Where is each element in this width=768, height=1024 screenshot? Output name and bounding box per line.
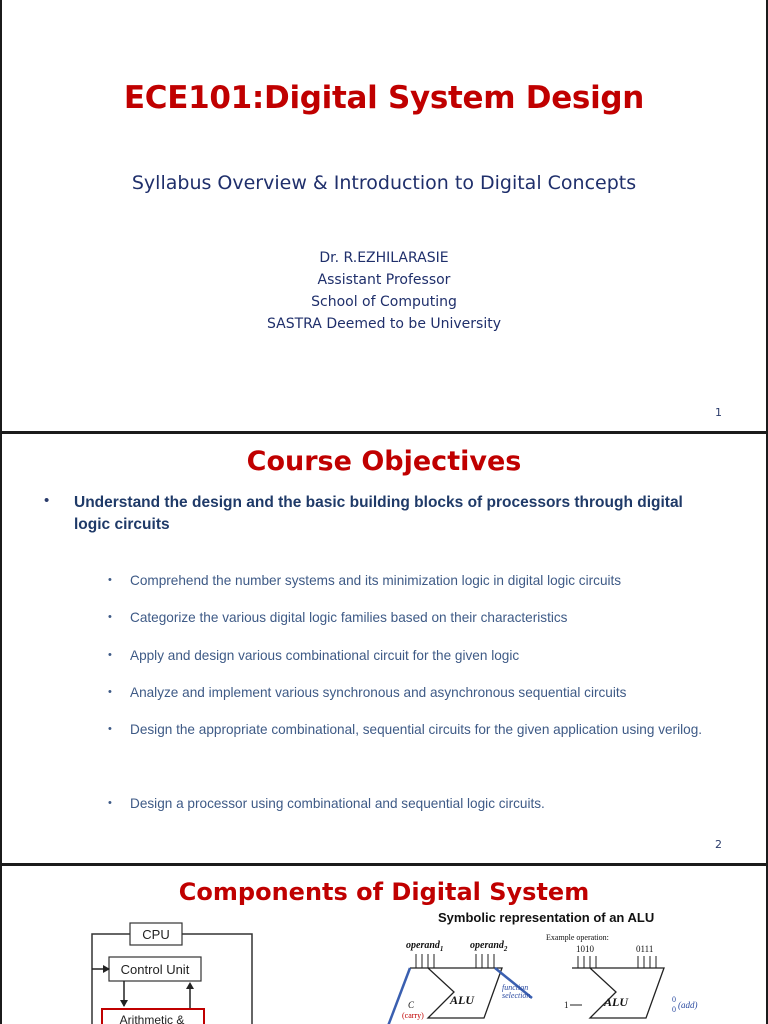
function-label: function — [502, 983, 529, 992]
bullet-icon: • — [108, 797, 112, 809]
author-school: School of Computing — [311, 294, 457, 310]
objective-item — [108, 711, 718, 748]
slide-3-title: Components of Digital System — [178, 878, 590, 906]
objective-text: Comprehend the number systems and its minimization logic in digital logic circuits — [130, 573, 622, 588]
add-label: (add) — [678, 1000, 698, 1010]
objective-text: Analyze and implement various synchronous and asynchronous sequential circuits — [130, 685, 627, 700]
slide-1-page-number: 1 — [715, 406, 722, 419]
main-objective — [44, 492, 704, 536]
cpu-label: CPU — [142, 927, 170, 942]
author-university: SASTRA Deemed to be University — [266, 316, 502, 332]
bullet-icon: • — [108, 574, 112, 586]
cpu-arrow-head — [120, 1000, 128, 1007]
carry-in-value: 1 — [564, 1000, 569, 1010]
objective-text: Design the appropriate combinational, sequential circuits for the given application using verilog. — [130, 722, 703, 737]
author-name: Dr. R.EZHILARASIE — [319, 250, 449, 266]
bullet-icon: • — [108, 611, 112, 623]
function-code-bottom: 0 — [672, 1005, 676, 1014]
slide-1-subtitle: Syllabus Overview & Introduction to Digital Concepts — [131, 172, 637, 194]
control-unit-label: Control Unit — [120, 962, 190, 977]
slide-1 — [2, 0, 766, 431]
example-input-arrows — [578, 956, 656, 968]
slide-3 — [2, 866, 766, 1024]
objective-text: Categorize the various digital logic families based on their characteristics — [130, 610, 568, 625]
selection-label: selection — [502, 991, 531, 1000]
example-input-1: 1010 — [576, 944, 594, 954]
alu-symbol-diagram — [382, 926, 712, 1024]
alu-box-label: Arithmetic & — [119, 1013, 185, 1024]
objective-item — [108, 674, 728, 711]
alu-caption: Symbolic representation of an ALU — [438, 910, 655, 925]
example-label: Example operation: — [546, 933, 609, 942]
objective-text: Design a processor using combinational and sequential logic circuits. — [130, 796, 545, 811]
cpu-arrow-head — [186, 982, 194, 989]
example-alu-shape — [572, 968, 664, 1018]
slide-2-page-number: 2 — [715, 838, 722, 851]
carry-c-label: C — [408, 1000, 415, 1010]
slide-1-title: ECE101:Digital System Design — [123, 80, 645, 116]
slide-2-title: Course Objectives — [246, 446, 522, 477]
carry-label: (carry) — [402, 1011, 424, 1020]
input-arrows — [416, 954, 494, 968]
main-objective-text: Understand the design and the basic building blocks of processors through digital logic circuits — [74, 494, 683, 533]
author-position: Assistant Professor — [317, 272, 451, 288]
objective-text: Apply and design various combinational circuit for the given logic — [130, 648, 520, 663]
bullet-icon: • — [108, 723, 112, 735]
alu-label: ALU — [450, 993, 474, 1007]
bullet-icon: • — [108, 649, 112, 661]
objective-item — [108, 637, 728, 674]
objective-item — [108, 599, 728, 636]
slide-2 — [2, 434, 766, 863]
objective-item — [108, 562, 728, 599]
cpu-block-diagram — [62, 914, 302, 1024]
function-code-top: 0 — [672, 995, 676, 1004]
bullet-icon: • — [44, 492, 50, 509]
operand-1-label: operand$_1$ — [406, 940, 444, 953]
objective-item — [108, 785, 728, 822]
example-input-2: 0111 — [636, 944, 654, 954]
operand-2-label: operand$_2$ — [470, 940, 508, 953]
bullet-icon: • — [108, 686, 112, 698]
example-alu-label: ALU — [604, 995, 628, 1009]
